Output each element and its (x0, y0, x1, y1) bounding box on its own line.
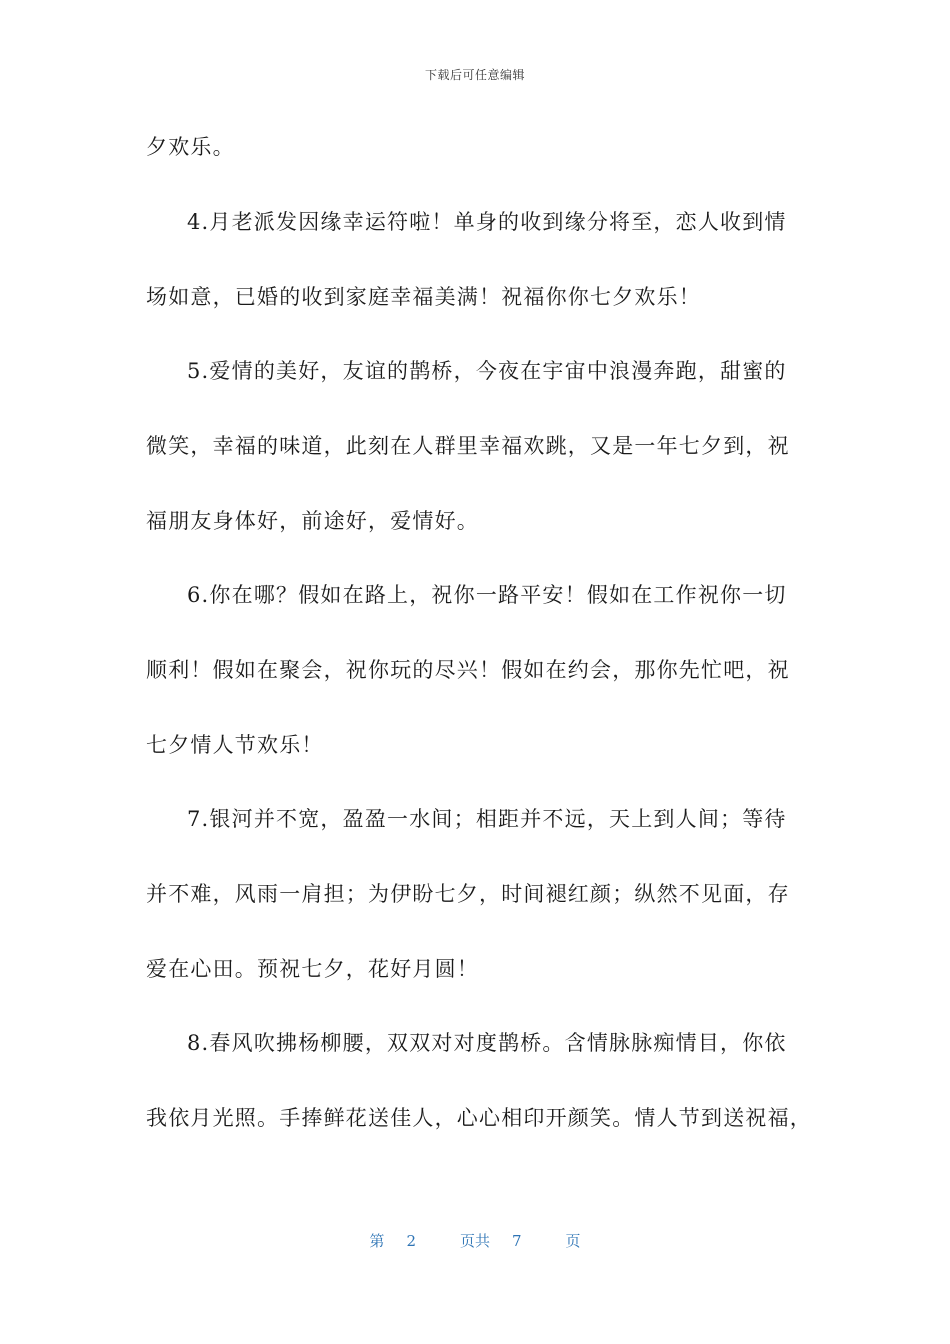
body-line-13: 8.春风吹拂杨柳腰，双双对对度鹊桥。含情脉脉痴情目，你依 (187, 1031, 787, 1055)
body-line-10: 7.银河并不宽，盈盈一水间；相距并不远，天上到人间；等待 (187, 807, 787, 831)
footer-current-page: 2 (406, 1232, 416, 1250)
page-footer (0, 1230, 950, 1251)
page-header: 下载后可任意编辑 (424, 68, 525, 82)
body-line-6: 福朋友身体好，前途好，爱情好。 (146, 509, 479, 533)
body-line-8: 顺利！假如在聚会，祝你玩的尽兴！假如在约会，那你先忙吧，祝 (146, 658, 790, 682)
body-line-2: 4.月老派发因缘幸运符啦！单身的收到缘分将至，恋人收到情 (187, 210, 787, 234)
body-line-1: 夕欢乐。 (146, 135, 235, 159)
footer-prefix: 第 (369, 1232, 385, 1250)
body-line-12: 爱在心田。预祝七夕，花好月圆！ (146, 957, 479, 981)
footer-suffix: 页 (565, 1232, 581, 1250)
body-line-4: 5.爱情的美好，友谊的鹊桥，今夜在宇宙中浪漫奔跑，甜蜜的 (187, 359, 787, 383)
body-line-5: 微笑，幸福的味道，此刻在人群里幸福欢跳，又是一年七夕到，祝 (146, 434, 790, 458)
body-line-11: 并不难，风雨一肩担；为伊盼七夕，时间褪红颜；纵然不见面，存 (146, 882, 790, 906)
footer-total-pages: 7 (512, 1232, 522, 1250)
body-line-9: 七夕情人节欢乐！ (146, 733, 324, 757)
body-line-14: 我依月光照。手捧鲜花送佳人，心心相印开颜笑。情人节到送祝福， (146, 1106, 812, 1130)
body-line-7: 6.你在哪？假如在路上，祝你一路平安！假如在工作祝你一切 (187, 583, 787, 607)
body-line-3: 场如意，已婚的收到家庭幸福美满！祝福你你七夕欢乐！ (146, 285, 701, 309)
footer-middle: 页共 (459, 1232, 490, 1250)
